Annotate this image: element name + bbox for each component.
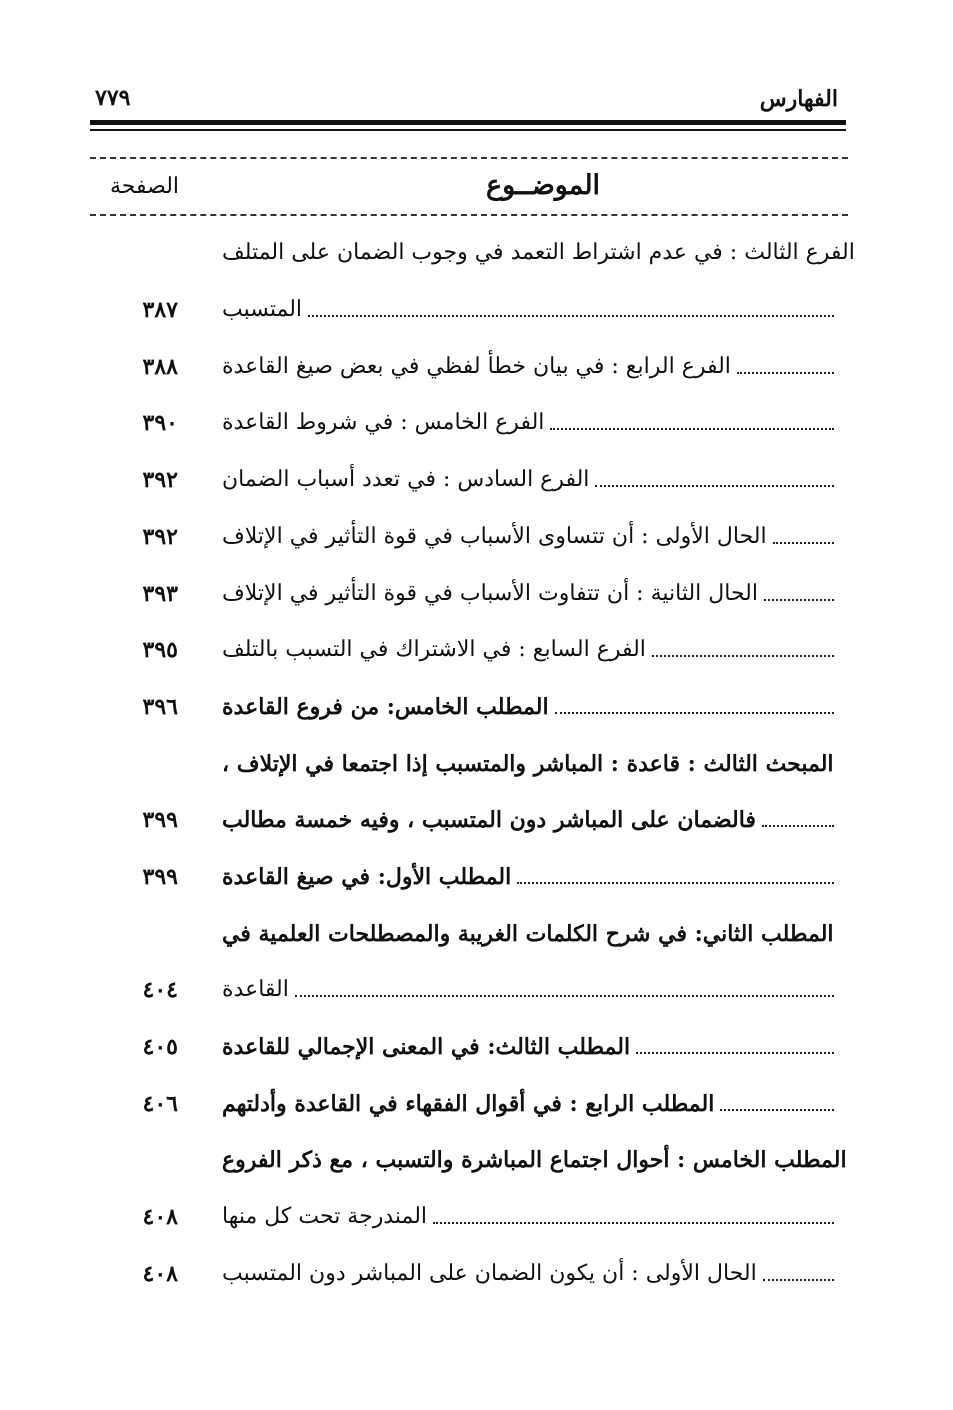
toc-entry-text-line [222, 969, 842, 1005]
table-top-dashed-rule [90, 157, 848, 159]
toc-entry-text: المتسبب [222, 297, 303, 322]
toc-entry-page: ٤٠٦ [142, 1091, 178, 1117]
toc-entry-text: المطلب الأول: في صيغ القاعدة [222, 864, 512, 890]
toc-entry-text-line [222, 516, 842, 552]
toc-entry-page: ٤٠٨ [142, 1261, 178, 1287]
toc-entry-page: ٣٩٩ [142, 864, 178, 890]
toc-entry-text: المطلب الثاني: في شرح الكلمات الغريبة والمصطلحات العلمية في [222, 921, 834, 947]
toc-entry-text-line [222, 232, 855, 268]
toc-entry-page: ٣٩٠ [142, 410, 178, 436]
toc-entry-text-line [222, 289, 842, 325]
dot-leader [517, 882, 834, 884]
toc-entry-text: المندرجة تحت كل منها [222, 1204, 428, 1229]
toc-entry-text: المطلب الخامس : أحوال اجتماع المباشرة والتسبب ، مع ذكر الفروع [222, 1147, 847, 1173]
toc-entry-text: الحال الأولى : أن تتساوى الأسباب في قوة التأثير في الإتلاف [222, 524, 767, 549]
toc-entry-text-line [222, 1083, 842, 1119]
toc-entry-page: ٣٨٨ [142, 354, 178, 380]
dot-leader [595, 485, 834, 487]
page-number: ٧٧٩ [95, 85, 131, 111]
toc-entry-text: الحال الأولى : أن يكون الضمان على المباشر دون المتسبب [222, 1261, 757, 1286]
dot-leader [295, 995, 834, 997]
toc-entry-text-line [222, 459, 842, 495]
toc-entry-text: القاعدة [222, 977, 289, 1002]
toc-entry-page: ٤٠٤ [142, 977, 178, 1003]
toc-entry-text: فالضمان على المباشر دون المتسبب ، وفيه خمسة مطالب [222, 807, 756, 833]
toc-entry-text: المطلب الثالث: في المعنى الإجمالي للقاعدة [222, 1034, 631, 1060]
toc-entry-text: المطلب الخامس: من فروع القاعدة [222, 694, 549, 720]
toc-entry-text: الفرع السادس : في تعدد أسباب الضمان [222, 467, 590, 492]
toc-entry-page: ٤٠٥ [142, 1034, 178, 1060]
toc-entry-text-line [222, 1139, 847, 1175]
toc-entry-text-line [222, 1026, 842, 1062]
toc-entry-text-line [222, 856, 842, 892]
dot-leader [773, 542, 834, 544]
dot-leader [720, 1109, 834, 1111]
dot-leader [764, 599, 834, 601]
dot-leader [762, 825, 834, 827]
topic-column-heading: الموضــوع [485, 170, 601, 201]
dot-leader [308, 315, 834, 317]
dot-leader [737, 372, 834, 374]
page-column-heading: الصفحة [110, 174, 180, 199]
toc-entry-text-line [222, 1196, 842, 1232]
toc-entry-text-line [222, 1253, 842, 1289]
toc-entry-page: ٣٩٩ [142, 807, 178, 833]
toc-entry-text-line [222, 402, 842, 438]
toc-entry-page: ٣٩٢ [142, 524, 178, 550]
toc-entry-page: ٤٠٨ [142, 1204, 178, 1230]
toc-entry-text-line [222, 573, 842, 609]
dot-leader [636, 1052, 834, 1054]
toc-entry-text-line [222, 799, 842, 835]
toc-entry-text: الحال الثانية : أن تتفاوت الأسباب في قوة التأثير في الإتلاف [222, 581, 758, 606]
toc-entry-text: الفرع الثالث : في عدم اشتراط التعمد في وجوب الضمان على المتلف [222, 240, 855, 265]
running-title: الفهارس [759, 86, 838, 112]
toc-entry-text-line [222, 346, 842, 382]
dot-leader [550, 428, 834, 430]
dot-leader [433, 1222, 834, 1224]
toc-entry-page: ٣٩٢ [142, 467, 178, 493]
toc-entry-page: ٣٩٦ [142, 694, 178, 720]
toc-entry-text-line [222, 629, 842, 665]
dot-leader [652, 655, 834, 657]
dot-leader [763, 1279, 834, 1281]
header-rule-thick [90, 120, 846, 125]
header-rule-thin [90, 129, 846, 131]
toc-entry-text: المبحث الثالث : قاعدة : المباشر والمتسبب إذا اجتمعا في الإتلاف ، [222, 751, 834, 777]
dot-leader [555, 712, 834, 714]
toc-entry-text: الفرع الرابع : في بيان خطأ لفظي في بعض صيغ القاعدة [222, 354, 731, 379]
toc-entry-page: ٣٨٧ [142, 297, 178, 323]
toc-entry-text-line [222, 686, 842, 722]
table-header-dashed-rule [90, 214, 848, 216]
toc-entry-text: الفرع السابع : في الاشتراك في التسبب بالتلف [222, 637, 646, 662]
toc-entry-text-line [222, 913, 842, 949]
toc-entry-text-line [222, 743, 842, 779]
toc-entry-page: ٣٩٣ [142, 581, 178, 607]
toc-entry-text: الفرع الخامس : في شروط القاعدة [222, 410, 545, 435]
toc-entry-page: ٣٩٥ [142, 637, 178, 663]
toc-entry-text: المطلب الرابع : في أقوال الفقهاء في القاعدة وأدلتهم [222, 1091, 715, 1117]
